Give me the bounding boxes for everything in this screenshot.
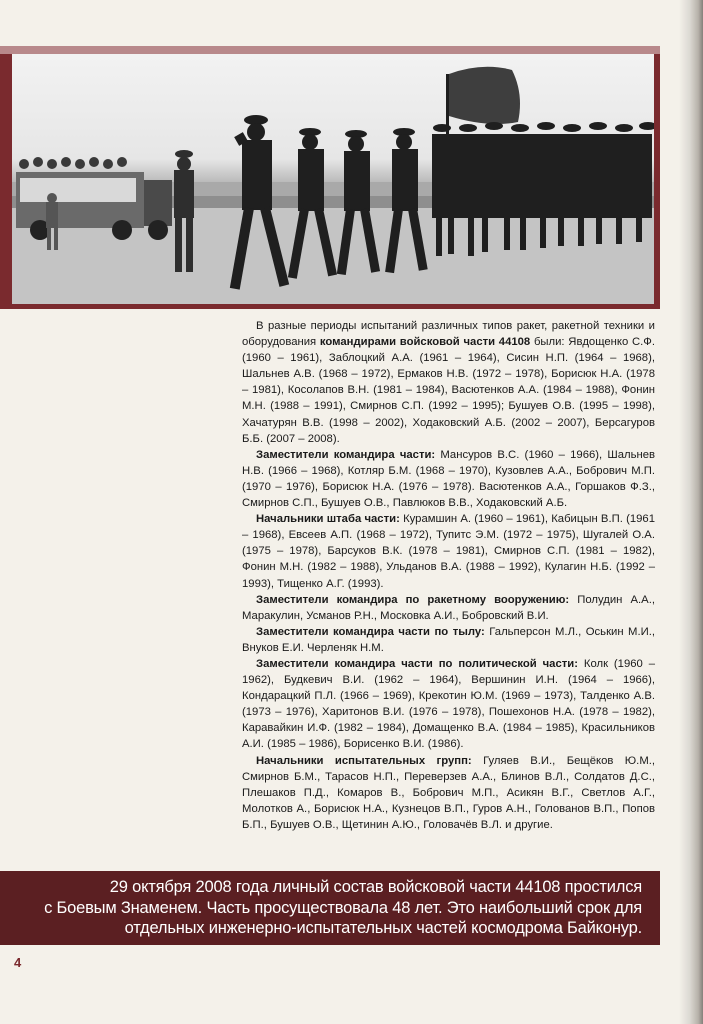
paragraph-heading: Начальники испытательных групп: [256, 754, 472, 767]
banner-text [22, 877, 642, 939]
banner-line: 29 октября 2008 года личный состав войсковой части 44108 простился [109, 878, 642, 896]
paragraph-heading: Начальники штаба части: [256, 513, 400, 526]
banner-line: с Боевым Знаменем. Часть просуществовала 48 лет. Это наибольший срок для [44, 898, 642, 917]
paragraph-heading: Заместители командира по ракетному вооружению: [256, 593, 570, 606]
paragraph-heading: Заместители командира части по политической части: [256, 657, 578, 670]
photo-frame-strip [0, 46, 660, 54]
commanders-article [242, 318, 655, 833]
paragraph-test-group-heads [242, 753, 655, 833]
paragraph-political-deputies [242, 656, 655, 753]
paragraph-text: Мансуров В.С. (1960 – 1966), Шальнев Н.В. (1966 – 1968), Котляр Б.М. (1968 – 1970), Кузовлев А.А., Бобрович М.П. (1970 – 1976), Борисюк Н.А. (1976 – 1978). Васютенков А.А., Горшаков Ф.З., Смирнов С.П., Бушуев О.В., Павлюков В.В., Ходаковский А.Б. [242, 448, 655, 510]
paragraph-logistics-deputies [242, 624, 655, 656]
paragraph-text: В разные периоды испытаний различных типов ракет, ракетной техники и оборудования [242, 320, 655, 349]
page-number: 4 [14, 955, 22, 970]
paragraph-missile-deputies [242, 592, 655, 624]
closing-banner [0, 871, 660, 945]
paragraph-text: Гуляев В.И., Бещёков Ю.М., Смирнов Б.М., Тарасов Н.П., Переверзев А.А., Блинов В.Л., Солдатов Д.С., Плешаков П.Д., Комаров В., Бобрович М.П., Асикян В.Г., Светлов А.Г., Молотков А., Борисюк Н.А., Кузнецов В.П., Гуров А.Н., Голованов В.П., Попов Б.П., Бушуев О.В., Щетинин А.Ю., Головачёв В.Л. и другие. [242, 754, 656, 831]
paragraph-commanders [242, 318, 655, 447]
paragraph-deputy-commanders [242, 447, 655, 511]
paragraph-text: Полудин А.А., Маракулин, Усманов Р.Н., Московка А.И., Бобровский В.И. [242, 593, 655, 622]
parade-illustration [12, 54, 654, 304]
paragraph-chiefs-of-staff [242, 511, 655, 591]
paragraph-heading: Заместители командира части по тылу: [256, 625, 485, 638]
paragraph-text: были: Явдощенко С.Ф. (1960 – 1961), Заблоцкий А.А. (1961 – 1964), Сисин Н.П. (1964 – 1968), Шальнев А.В. (1968 – 1972), Ермаков Н.В. (1972 – 1978), Борисюк Н.А. (1978 – 1981), Косолапов В.Н. (1981 – 1984), Васютенков А.А. (1984 – 1988), Фонин М.Н. (1988 – 1991), Смирнов С.П. (1992 – 1995); Бушуев О.В. (1995 – 1998), Хачатурян В.В. (1998 – 2002), Ходаковский А.Б. (2002 – 2007), Берсагуров Б.Б. (2007 – 2008). [242, 336, 655, 445]
paragraph-heading: Заместители командира части: [256, 448, 436, 461]
truck [16, 157, 172, 240]
paragraph-heading: командирами войсковой части 44108 [319, 336, 531, 349]
military-parade-photo [12, 54, 654, 304]
paragraph-text: Курамшин А. (1960 – 1961), Кабицын В.П. (1961 – 1968), Евсеев А.П. (1968 – 1972), Тупитс Э.М. (1972 – 1975), Шугалей О.А. (1975 – 1978), Барсуков В.К. (1978 – 1981), Смирнов С.П. (1981 – 1982), Фонин М.Н. (1982 – 1988), Ульданов В.А. (1988 – 1992), Кулагин Н.Б. (1992 – 1993), Тищенко А.Г. (1993). [242, 513, 655, 590]
paragraph-text: Гальперсон М.Л., Оськин М.И., Внуков Е.И. Черленяк Н.М. [242, 625, 655, 654]
banner-line: отдельных инженерно-испытательных частей космодрома Байконур. [124, 919, 642, 937]
paragraph-text: Колк (1960 – 1962), Будкевич В.И. (1962 – 1964), Вершинин И.Н. (1964 – 1966), Кондарацкий П.Л. (1966 – 1969), Крекотин Ю.М. (1969 – 1973), Талденко А.В. (1973 – 1976), Харитонов В.И. (1976 – 1978), Пошехонов Н.А. (1978 – 1982), Каравайкин И.Ф. (1982 – 1984), Домащенко В.А. (1984 – 1985), Красильников А.И. (1985 – 1986), Борисенко В.И. (1986). [242, 657, 655, 751]
page-binding-shadow [679, 0, 703, 1024]
